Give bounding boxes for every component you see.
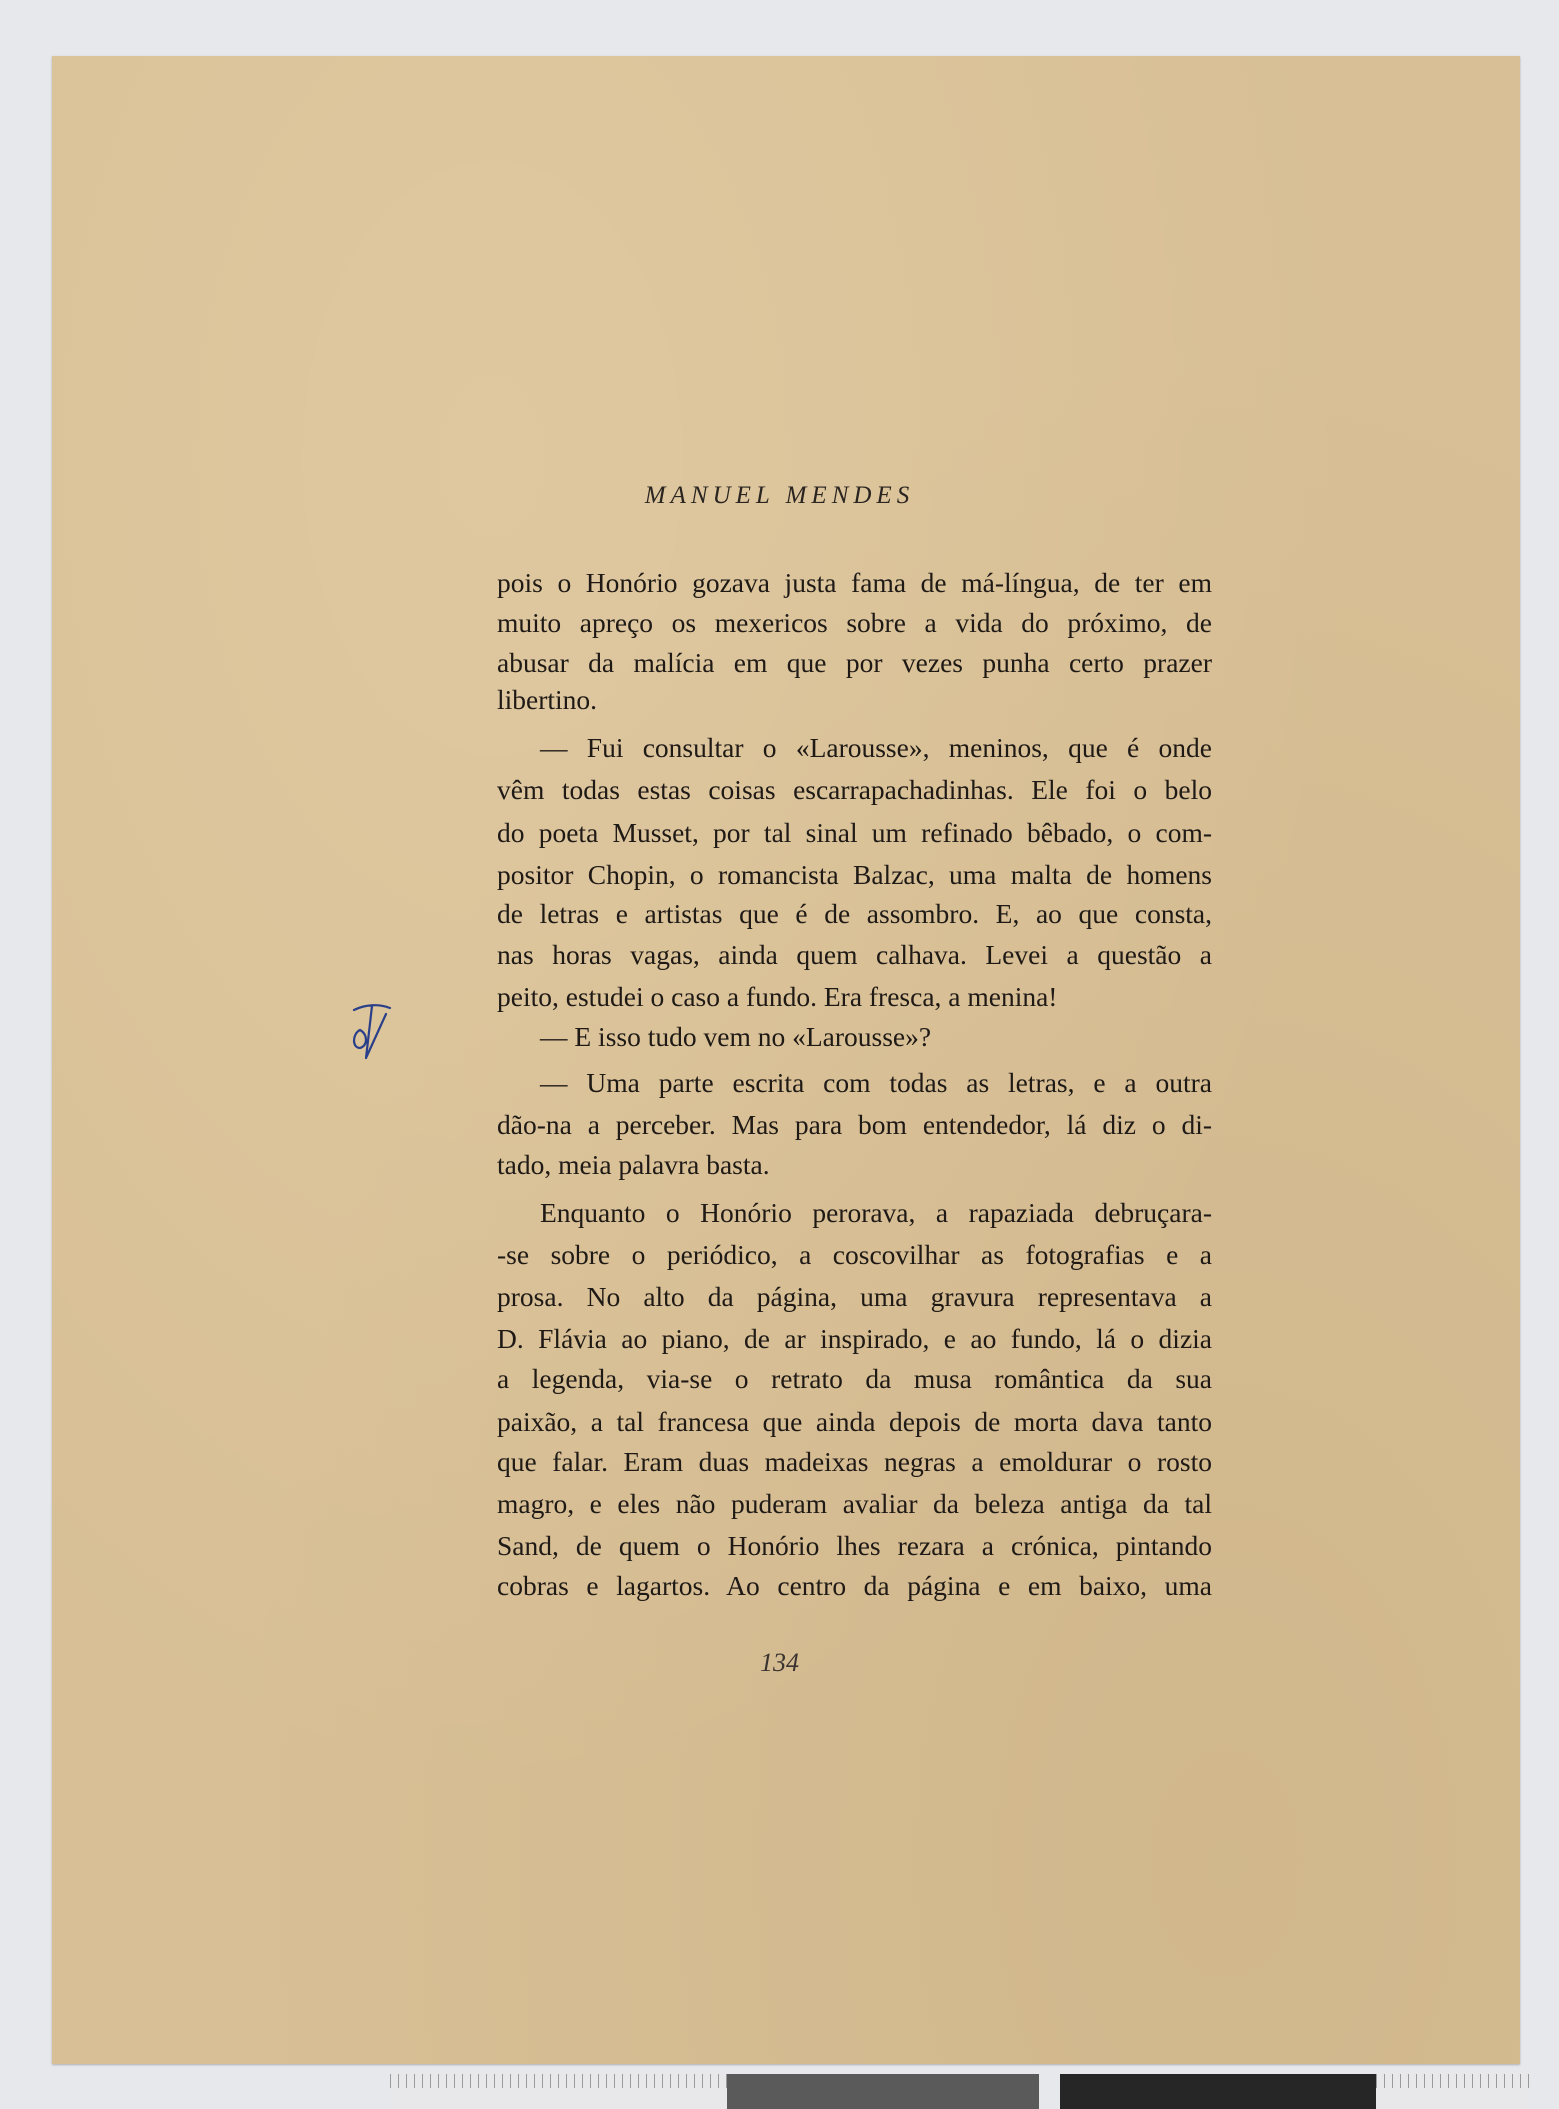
- gray-calibration-patch: [727, 2074, 1039, 2109]
- text-line: — Fui consultar o «Larousse», meninos, que é onde: [540, 732, 1212, 763]
- text-line: do poeta Musset, por tal sinal um refinado bêbado, o com-: [497, 817, 1212, 848]
- scale-ruler: [1376, 2074, 1530, 2109]
- page-number: 134: [760, 1648, 799, 1677]
- text-line: Enquanto o Honório perorava, a rapaziada debruçara-: [540, 1197, 1212, 1228]
- text-line: pois o Honório gozava justa fama de má-língua, de ter em: [497, 567, 1212, 598]
- text-line: nas horas vagas, ainda quem calhava. Levei a questão a: [497, 939, 1212, 970]
- handwritten-pen-mark-icon: [346, 1000, 394, 1062]
- text-line: magro, e eles não puderam avaliar da beleza antiga da tal: [497, 1488, 1212, 1519]
- text-line: positor Chopin, o romancista Balzac, uma malta de homens: [497, 859, 1212, 890]
- text-line: D. Flávia ao piano, de ar inspirado, e ao fundo, lá o dizia: [497, 1323, 1212, 1354]
- text-line: vêm todas estas coisas escarrapachadinhas. Ele foi o belo: [497, 774, 1212, 805]
- text-line: de letras e artistas que é de assombro. E, ao que consta,: [497, 898, 1212, 929]
- text-line: — Uma parte escrita com todas as letras, e a outra: [540, 1067, 1212, 1098]
- text-line: tado, meia palavra basta.: [497, 1149, 770, 1180]
- text-line: Sand, de quem o Honório lhes rezara a crónica, pintando: [497, 1530, 1212, 1561]
- text-line: paixão, a tal francesa que ainda depois de morta dava tanto: [497, 1406, 1212, 1437]
- text-line: que falar. Eram duas madeixas negras a emoldurar o rosto: [497, 1446, 1212, 1477]
- text-line: prosa. No alto da página, uma gravura representava a: [497, 1281, 1212, 1312]
- scanned-page: [52, 56, 1520, 2064]
- scale-ruler: [390, 2074, 727, 2109]
- text-line: abusar da malícia em que por vezes punha certo prazer: [497, 647, 1212, 678]
- black-calibration-patch: [1060, 2074, 1376, 2109]
- text-line: a legenda, via-se o retrato da musa romântica da sua: [497, 1363, 1212, 1394]
- text-line: libertino.: [497, 684, 598, 715]
- running-header-author: MANUEL MENDES: [644, 482, 915, 509]
- text-line: — E isso tudo vem no «Larousse»?: [540, 1021, 932, 1052]
- text-line: dão-na a perceber. Mas para bom entendedor, lá diz o di-: [497, 1109, 1212, 1140]
- text-line: cobras e lagartos. Ao centro da página e em baixo, uma: [497, 1570, 1212, 1601]
- text-line: -se sobre o periódico, a coscovilhar as fotografias e a: [497, 1239, 1212, 1270]
- text-line: peito, estudei o caso a fundo. Era fresca, a menina!: [497, 981, 1058, 1012]
- text-line: muito apreço os mexericos sobre a vida do próximo, de: [497, 607, 1212, 638]
